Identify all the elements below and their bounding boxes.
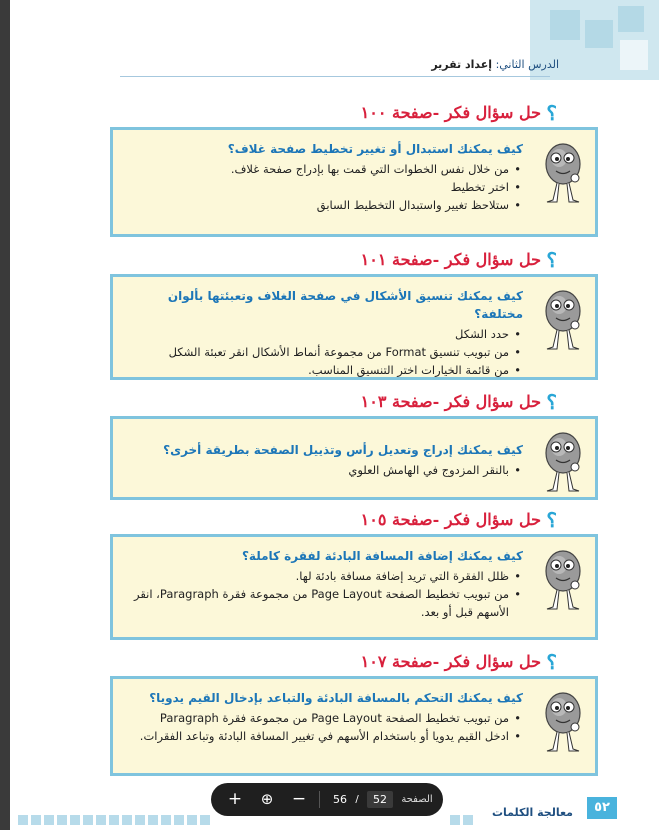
toolbar-divider	[319, 791, 320, 808]
question-text: كيف يمكنك إدراج وتعديل رأس وتذييل الصفحة بطريقة أخرى؟	[163, 443, 523, 457]
lesson-title: إعداد تقرير	[431, 58, 493, 71]
question-text: كيف يمكنك تنسيق الأشكال في صفحة الغلاف وتعبئتها بألوان مختلفة؟	[167, 289, 523, 321]
mascot-icon	[541, 427, 585, 499]
question-mark-icon: ؟	[546, 101, 557, 125]
answer-item: • بالنقر المزدوج في الهامش العلوي	[123, 461, 509, 479]
lesson-label: الدرس الثاني:	[495, 58, 559, 71]
answer-item: • من تبويب تخطيط الصفحة Page Layout من مجموعة فقرة Paragraph، انقر الأسهم قبل أو بعد.	[123, 585, 509, 621]
answer-box	[110, 534, 598, 640]
header-decoration-square	[585, 20, 613, 48]
answer-box	[110, 274, 598, 380]
answer-item: • من تبويب تنسيق Format من مجموعة أنماط الأشكال انقر تعبئة الشكل	[123, 343, 509, 361]
header-decoration-square	[550, 10, 580, 40]
answer-item: • ادخل القيم يدويا أو باستخدام الأسهم في تغيير المسافة البادئة وتباعد الفقرات.	[123, 727, 509, 745]
question-mark-icon: ؟	[546, 650, 557, 674]
answer-item: • من خلال نفس الخطوات التي قمت بها بإدراج صفحة غلاف.	[123, 160, 509, 178]
answer-list	[123, 709, 523, 745]
answer-content	[123, 441, 523, 479]
question-mark-icon: ؟	[546, 508, 557, 532]
page-separator: /	[355, 794, 359, 805]
question-mark-icon: ؟	[546, 248, 557, 272]
section-title: حل سؤال فكر -صفحة ١٠٧	[360, 652, 541, 671]
answer-item: • من قائمة الخيارات اختر التنسيق المناسب.	[123, 361, 509, 379]
header-divider	[120, 76, 550, 77]
mascot-icon	[541, 138, 585, 210]
page-label: الصفحة	[401, 794, 433, 805]
page-number-badge: ٥٢	[587, 797, 617, 819]
book-title: معالجة الكلمات	[491, 806, 573, 819]
total-pages: 56	[333, 793, 347, 806]
zoom-out-button[interactable]: −	[291, 789, 307, 809]
section-title: حل سؤال فكر -صفحة ١٠٣	[360, 392, 541, 411]
zoom-icon[interactable]: ⊕	[260, 790, 274, 808]
mascot-icon	[541, 687, 585, 759]
section-title: حل سؤال فكر -صفحة ١٠١	[360, 250, 541, 269]
question-mark-icon: ؟	[546, 390, 557, 414]
section-title: حل سؤال فكر -صفحة ١٠٠	[360, 103, 541, 122]
section-title: حل سؤال فكر -صفحة ١٠٥	[360, 510, 541, 529]
footer-decoration	[10, 815, 570, 830]
header-decoration-square	[620, 40, 648, 70]
lesson-header	[431, 58, 559, 71]
answer-content	[123, 547, 523, 621]
answer-item: • ستلاحظ تغيير واستبدال التخطيط السابق	[123, 196, 509, 214]
question-text: كيف يمكنك إضافة المسافة البادئة لفقرة كاملة؟	[241, 549, 523, 563]
answer-item: • حدد الشكل	[123, 325, 509, 343]
question-text: كيف يمكنك استبدال أو تغيير تخطيط صفحة غلاف؟	[227, 142, 523, 156]
document-page	[10, 0, 659, 830]
answer-content	[123, 140, 523, 214]
question-text: كيف يمكنك التحكم بالمسافة البادئة والتباعد بإدخال القيم يدويا؟	[149, 691, 523, 705]
mascot-icon	[541, 285, 585, 357]
answer-box	[110, 127, 598, 237]
zoom-in-button[interactable]: +	[227, 789, 243, 809]
answer-box	[110, 416, 598, 500]
answer-content	[123, 287, 523, 379]
answer-list	[123, 325, 523, 379]
viewer-toolbar	[211, 783, 443, 816]
answer-item: • من تبويب تخطيط الصفحة Page Layout من مجموعة فقرة Paragraph	[123, 709, 509, 727]
answer-list	[123, 160, 523, 214]
header-decoration-square	[618, 6, 644, 32]
answer-item: • اختر تخطيط	[123, 178, 509, 196]
page-number-input[interactable]: 52	[367, 791, 393, 808]
answer-item: • ظلل الفقرة التي تريد إضافة مسافة بادئة لها.	[123, 567, 509, 585]
answer-content	[123, 689, 523, 745]
answer-list	[123, 567, 523, 621]
mascot-icon	[541, 545, 585, 617]
answer-list	[123, 461, 523, 479]
answer-box	[110, 676, 598, 776]
